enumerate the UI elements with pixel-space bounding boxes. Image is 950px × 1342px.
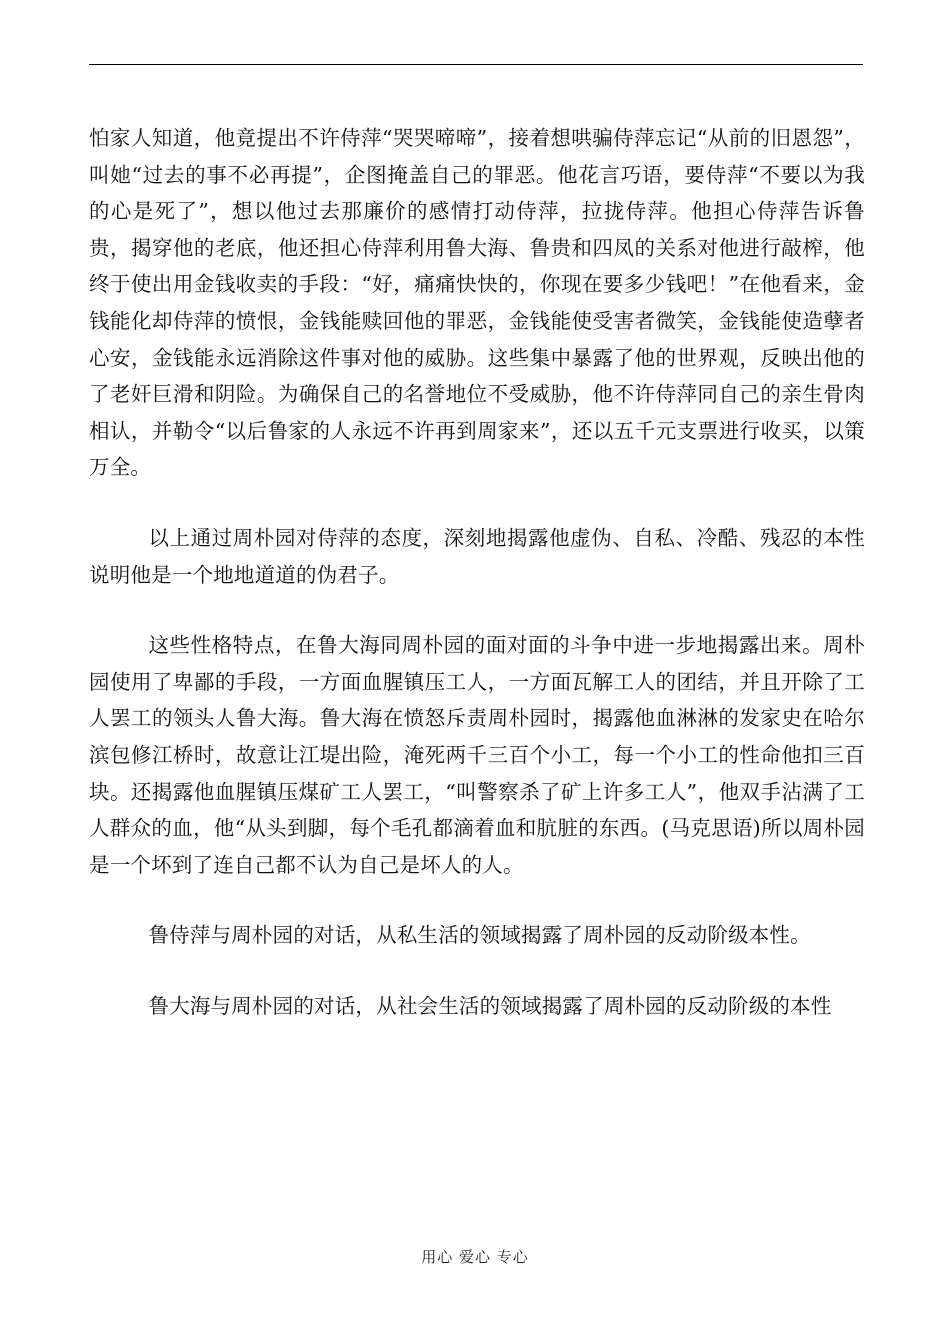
body-text (89, 120, 865, 1024)
header-rule (89, 64, 863, 65)
paragraph-2: 以上通过周朴园对侍萍的态度，深刻地揭露他虚伪、自私、冷酷、残忍的本性说明他是一个地地道道的伪君子。 (89, 525, 865, 587)
paragraph-4: 鲁侍萍与周朴园的对话，从私生活的领域揭露了周朴园的反动阶级本性。 (148, 923, 811, 948)
paragraph-1: 怕家人知道，他竟提出不许侍萍“哭哭啼啼”，接着想哄骗侍萍忘记“从前的旧恩怨”，叫她“过去的事不必再提”，企图掩盖自己的罪恶。他花言巧语，要侍萍“不要以为我的心是死了”，想以他过去那廉价的感情打动侍萍，拉拢侍萍。他担心侍萍告诉鲁贵，揭穿他的老底，他还担心侍萍利用鲁大海、鲁贵和四凤的关系对他进行敲榨，他终于使出用金钱收卖的手段：“好，痛痛快快的，你现在要多少钱吧！”在他看来，金钱能化却侍萍的愤恨，金钱能赎回他的罪恶，金钱能使受害者微笑，金钱能使造孽者心安，金钱能永远消除这件事对他的威胁。这些集中暴露了他的世界观，反映出他的了老奸巨滑和阴险。为确保自己的名誉地位不受威胁，他不许侍萍同自己的亲生骨肉相认，并勒令“以后鲁家的人永远不许再到周家来”，还以五千元支票进行收买，以策万全。 (89, 126, 865, 480)
paragraph-5: 鲁大海与周朴园的对话，从社会生活的领域揭露了周朴园的反动阶级的本性 (148, 993, 832, 1018)
page-footer: 用心 爱心 专心 (421, 1248, 529, 1266)
paragraph-3: 这些性格特点，在鲁大海同周朴园的面对面的斗争中进一步地揭露出来。周朴园使用了卑鄙的手段，一方面血腥镇压工人，一方面瓦解工人的团结，并且开除了工人罢工的领头人鲁大海。鲁大海在愤怒斥责周朴园时，揭露他血淋淋的发家史在哈尔滨包修江桥时，故意让江堤出险，淹死两千三百个小工，每一个小工的性命他扣三百块。还揭露他血腥镇压煤矿工人罢工，“叫警察杀了矿上许多工人”，他双手沾满了工人群众的血，他“从头到脚，每个毛孔都滴着血和肮脏的东西。(马克思语)所以周朴园是一个坏到了连自己都不认为自己是坏人的人。 (89, 633, 865, 877)
